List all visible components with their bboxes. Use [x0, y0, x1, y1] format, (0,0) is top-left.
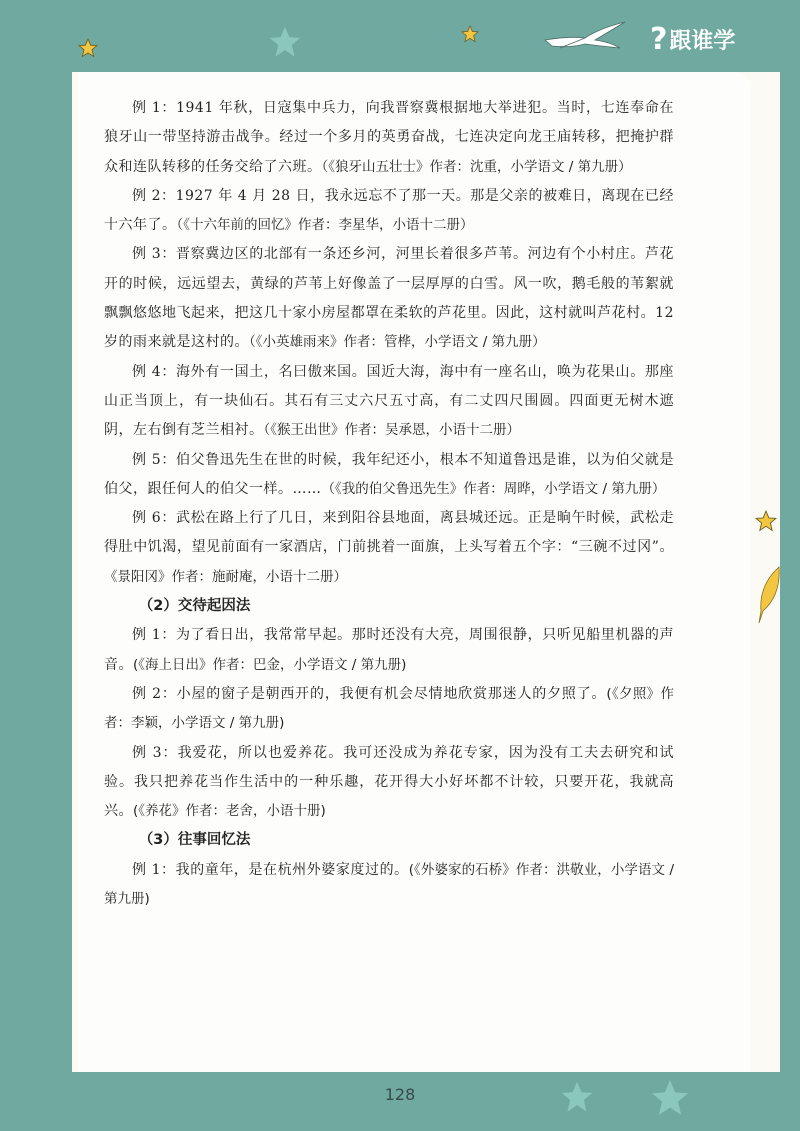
crane-icon — [540, 18, 630, 58]
right-frame — [780, 0, 800, 1131]
paragraph-source: （《狼牙山五壮士》作者：沈重，小学语文 / 第九册） — [321, 158, 632, 175]
example-paragraph — [104, 739, 674, 827]
paragraph-text: 例 1：我的童年，是在杭州外婆家度过的。 — [132, 861, 409, 878]
paragraph-source: (《夕照》作者：李颖，小学语文 / 第九册) — [104, 685, 674, 732]
example-paragraph — [104, 94, 674, 182]
example-paragraph — [104, 358, 674, 446]
paragraph-source: （《猴王出世》作者：吴承恩，小语十二册） — [263, 422, 520, 439]
paragraph-source: （《我的伯父鲁迅先生》作者：周晔，小学语文 / 第九册） — [321, 480, 666, 497]
example-paragraph — [104, 621, 674, 680]
paragraph-text: 例 3：我爱花，所以也爱养花。我可还没成为养花专家，因为没有工夫去研究和试验。我只把养花当作生活中的一种乐趣，花开得大小好坏都不计较，只要开花，我就高兴。 — [104, 744, 674, 820]
yellow-star-icon — [755, 510, 777, 532]
section-heading: （3）往事回忆法 — [138, 832, 251, 849]
logo-mark: ? — [650, 22, 668, 57]
paragraph-text: 例 5：伯父鲁迅先生在世的时候，我年纪还小，根本不知道鲁迅是谁，以为伯父就是伯父，跟任何人的伯父一样。…… — [104, 451, 674, 497]
paragraph-text: 例 3：晋察冀边区的北部有一条还乡河，河里长着很多芦苇。河边有个小村庄。芦花开的时候，远远望去，黄绿的芦苇上好像盖了一层厚厚的白雪。风一吹，鹅毛般的苇絮就飘飘悠悠地飞起来，把这几十家小房屋都罩在柔软的芦花里。因此，这村就叫芦花村。12 岁的雨来就是这村的。 — [104, 246, 674, 351]
example-paragraph — [104, 446, 674, 505]
example-paragraph — [104, 856, 674, 915]
teal-star-icon — [268, 25, 302, 59]
logo-text: 跟谁学 — [669, 29, 736, 54]
paragraph-source: (《养花》作者：老舍，小语十册) — [133, 803, 326, 820]
paragraph-text: 例 2：1927 年 4 月 28 日，我永远忘不了那一天。那是父亲的被难日，离现在已经十六年了。 — [104, 187, 674, 234]
paragraph-source: (《海上日出》作者：巴金，小学语文 / 第九册) — [133, 656, 407, 673]
paragraph-source: 《景阳冈》作者：施耐庵，小语十二册） — [104, 568, 347, 585]
page-number: 128 — [384, 1085, 416, 1104]
paragraph-source: （《十六年前的回忆》作者：李星华，小语十二册） — [176, 217, 474, 234]
example-paragraph — [104, 504, 674, 592]
paragraph-text: 例 4：海外有一国土，名曰傲来国。国近大海，海中有一座名山，唤为花果山。那座山正当顶上，有一块仙石。其石有三丈六尺五寸高，有二丈四尺围圆。四面更无树木遮阴，左右倒有芝兰相衬。 — [104, 363, 674, 439]
paragraph-source: (《外婆家的石桥》作者：洪敬业，小学语文 / 第九册) — [104, 861, 674, 908]
paragraph-text: 例 6：武松在路上行了几日，来到阳谷县地面，离县城还远。正是晌午时候，武松走得肚中饥渴，望见前面有一家酒店，门前挑着一面旗，上头写着五个字：“三碗不过冈”。 — [104, 510, 674, 556]
paragraph-source: （《小英雄雨来》作者：管桦，小学语文 / 第九册） — [249, 334, 546, 351]
paragraph-text: 例 1：1941 年秋，日寇集中兵力，向我晋察冀根据地大举进犯。当时，七连奉命在狼牙山一带坚持游击战争。经过一个多月的英勇奋战，七连决定向龙王庙转移，把掩护群众和连队转移的任务交给了六班。 — [104, 100, 674, 175]
paragraph-text: 例 1：为了看日出，我常常早起。那时还没有大亮，周围很静，只听见船里机器的声音。 — [104, 627, 674, 673]
page-content — [104, 94, 674, 914]
section-heading: （2）交待起因法 — [138, 598, 251, 615]
left-frame — [0, 0, 72, 1131]
example-paragraph — [104, 240, 674, 357]
paragraph-text: 例 2：小屋的窗子是朝西开的，我便有机会尽情地欣赏那迷人的夕照了。 — [132, 685, 607, 702]
example-paragraph — [104, 680, 674, 739]
yellow-star-icon — [461, 25, 479, 43]
feather-icon — [755, 565, 783, 625]
brand-logo — [650, 22, 735, 57]
example-paragraph — [104, 182, 674, 241]
yellow-star-icon — [78, 38, 98, 58]
